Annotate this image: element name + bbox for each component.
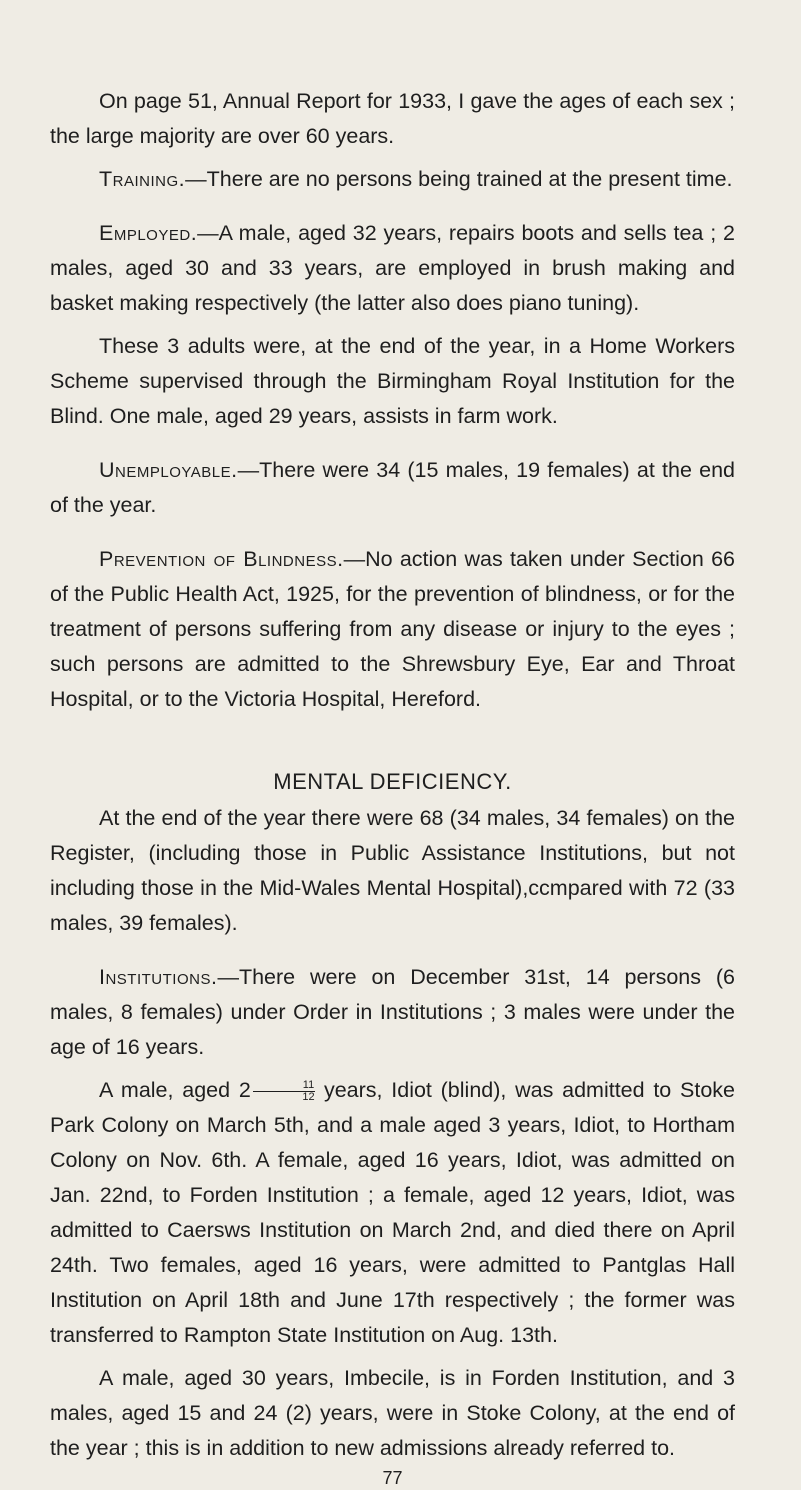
paragraph-training <box>50 162 735 197</box>
admissions-text-rest: years, Idiot (blind), was admitted to Stoke Park Colony on March 5th, and a male aged 3 years, Idiot, to Hortham Colony on Nov. 6th. A female, aged 16 years, Idiot, was admitted on Jan. 22nd, to Forden Institution ; a female, aged 12 years, Idiot, was admitted to Caersws Institution on March 2nd, and died there on April 24th. Two females, aged 16 years, were admitted to Pantglas Hall Institution on April 18th and June 17th respectively ; the former was transferred to Rampton State Institution on Aug. 13th. <box>50 1078 735 1347</box>
training-text: —There are no persons being trained at the present time. <box>185 167 733 191</box>
prevention-text: —No action was taken under Section 66 of the Public Health Act, 1925, for the prevention of blindness, or for the treatment of persons suffering from any disease or injury to the eyes ; such persons are admitted to the Shrewsbury Eye, Ear and Throat Hospital, or to the Victoria Hospital, Hereford. <box>50 547 735 711</box>
paragraph-home-workers: These 3 adults were, at the end of the year, in a Home Workers Scheme supervised through the Birmingham Royal Institution for the Blind. One male, aged 29 years, assists in farm work. <box>50 334 735 428</box>
unemployable-text: —There were 34 (15 males, 19 females) at the end of the year. <box>50 458 735 517</box>
paragraph-employed <box>50 216 735 321</box>
institutions-heading: Institutions. <box>99 965 218 989</box>
age-fraction <box>253 1080 315 1103</box>
paragraph-admissions <box>50 1073 735 1353</box>
paragraph-institutions <box>50 960 735 1065</box>
paragraph-ages: On page 51, Annual Report for 1933, I gave the ages of each sex ; the large majority are over 60 years. <box>50 89 735 148</box>
paragraph-unemployable <box>50 453 735 523</box>
paragraph-register: At the end of the year there were 68 (34 males, 34 females) on the Register, (including those in Public Assistance Institutions, but not including those in the Mid-Wales Mental Hospital),ccmpared with 72 (33 males, 39 females). <box>50 806 735 935</box>
unemployable-heading: Unemployable. <box>99 458 238 482</box>
fraction-denominator: 12 <box>302 1090 315 1103</box>
training-heading: Training. <box>99 167 186 191</box>
page-number: 77 <box>382 1468 403 1488</box>
mental-deficiency-heading: MENTAL DEFICIENCY. <box>273 769 512 794</box>
employed-text: —A male, aged 32 years, repairs boots and sells tea ; 2 males, aged 30 and 33 years, are employed in brush making and basket making respectively (the latter also does piano tuning). <box>50 221 735 315</box>
paragraph-imbecile: A male, aged 30 years, Imbecile, is in Forden Institution, and 3 males, aged 15 and 24 (2) years, were in Stoke Colony, at the end of the year ; this is in addition to new admissions already referred to. <box>50 1366 735 1460</box>
paragraph-prevention <box>50 542 735 717</box>
institutions-text: —There were on December 31st, 14 persons (6 males, 8 females) under Order in Institutions ; 3 males were under the age of 16 years. <box>50 965 735 1059</box>
admissions-text-start: A male, aged 2 <box>99 1078 251 1102</box>
fraction-numerator: 11 <box>253 1080 315 1092</box>
employed-heading: Employed. <box>99 221 198 245</box>
prevention-heading: Prevention of Blindness. <box>99 547 344 571</box>
